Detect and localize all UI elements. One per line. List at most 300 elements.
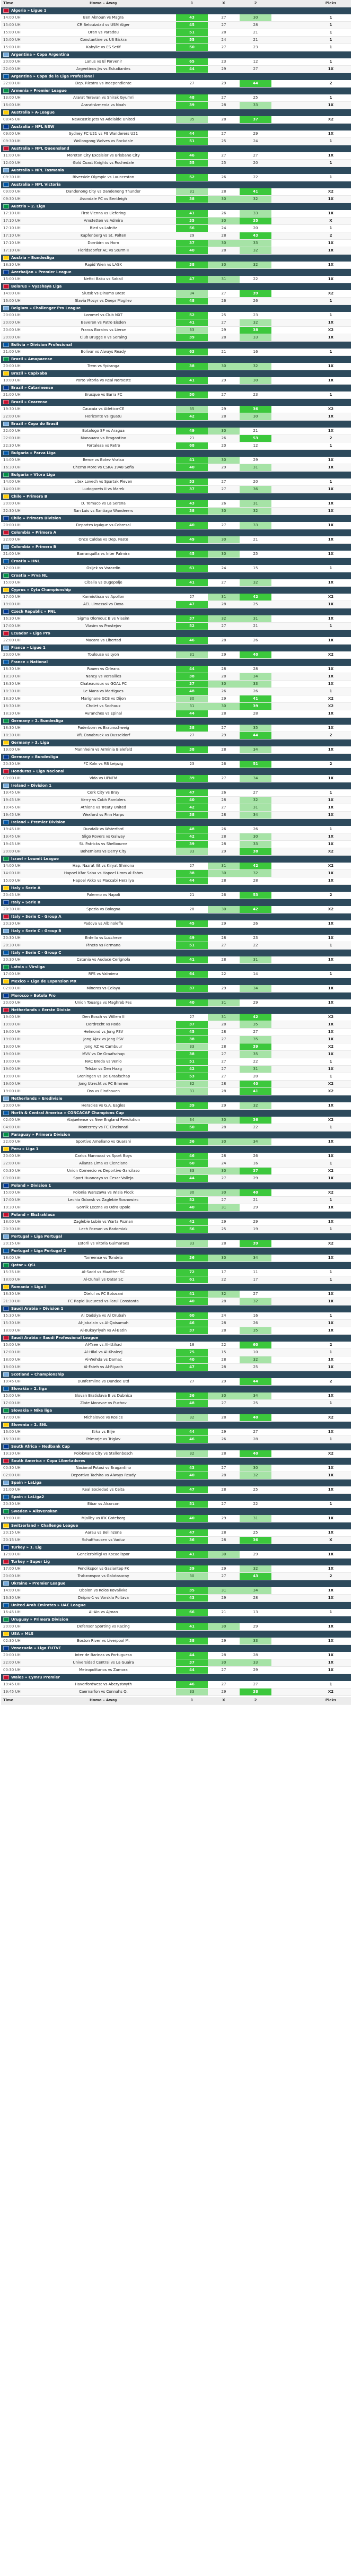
match-row[interactable] <box>1 1276 351 1284</box>
match-row[interactable] <box>1 1515 351 1522</box>
match-teams[interactable]: Dnipro-1 vs Vorskla Poltava <box>78 1596 129 1600</box>
match-row[interactable] <box>1 1036 351 1043</box>
match-row[interactable] <box>1 1378 351 1386</box>
match-row[interactable] <box>1 971 351 978</box>
match-teams[interactable]: Kabylie vs ES Setif <box>86 45 121 49</box>
match-teams[interactable]: Deportes Iquique vs Cobresal <box>76 523 131 527</box>
match-row[interactable] <box>1 710 351 718</box>
match-teams[interactable]: Monterrey vs FC Cincinnati <box>78 1125 129 1129</box>
match-row[interactable] <box>1 413 351 421</box>
match-row[interactable] <box>1 160 351 167</box>
match-teams[interactable]: Caucaia vs Atletico-CE <box>82 407 125 411</box>
match-row[interactable] <box>1 1342 351 1349</box>
match-row[interactable] <box>1 290 351 298</box>
match-row[interactable] <box>1 1356 351 1364</box>
league-header[interactable] <box>1 1508 351 1515</box>
match-row[interactable] <box>1 1058 351 1066</box>
match-teams[interactable]: Barranquilla vs Inter Palmira <box>77 552 130 556</box>
match-teams[interactable]: Mjallby vs IFK Goteborg <box>81 1516 126 1520</box>
match-row[interactable] <box>1 217 351 225</box>
match-row[interactable] <box>1 1226 351 1233</box>
match-row[interactable] <box>1 312 351 319</box>
match-teams[interactable]: Heracles vs G.A. Eagles <box>81 1103 126 1108</box>
league-header[interactable] <box>1 913 351 920</box>
match-row[interactable] <box>1 58 351 66</box>
league-header[interactable] <box>1 255 351 262</box>
match-row[interactable] <box>1 1393 351 1400</box>
match-teams[interactable]: Oran vs Paradou <box>88 30 119 34</box>
match-teams[interactable]: Eibar vs Alcorcon <box>87 1502 120 1506</box>
league-header[interactable] <box>1 950 351 956</box>
match-row[interactable] <box>1 942 351 950</box>
match-row[interactable] <box>1 391 351 399</box>
match-row[interactable] <box>1 428 351 435</box>
league-header[interactable] <box>1 1284 351 1291</box>
match-row[interactable] <box>1 1681 351 1689</box>
league-header[interactable] <box>1 1007 351 1014</box>
match-teams[interactable]: Universidad Central vs La Guaira <box>73 1660 134 1665</box>
match-row[interactable] <box>1 1014 351 1021</box>
match-row[interactable] <box>1 1081 351 1088</box>
match-row[interactable] <box>1 1349 351 1356</box>
match-teams[interactable]: Mannheim vs Arminia Bielefeld <box>74 747 133 752</box>
match-row[interactable] <box>1 1269 351 1276</box>
league-header[interactable] <box>1 1233 351 1240</box>
match-row[interactable] <box>1 681 351 688</box>
match-teams[interactable]: Groningen vs De Graafschap <box>76 1074 130 1078</box>
match-teams[interactable]: Once Caldas vs Dep. Pasto <box>78 537 128 542</box>
match-teams[interactable]: Oss vs Eindhoven <box>87 1089 120 1093</box>
match-teams[interactable]: Nacional Potosi vs Bragantino <box>75 1466 131 1470</box>
match-teams[interactable]: Ludogorets II vs Marek <box>82 487 125 491</box>
league-header[interactable] <box>1 819 351 826</box>
league-header[interactable] <box>1 856 351 863</box>
match-teams[interactable]: Ben Aknoun vs Magra <box>83 15 124 20</box>
league-header[interactable] <box>1 7 351 14</box>
match-row[interactable] <box>1 1073 351 1081</box>
match-row[interactable] <box>1 1465 351 1472</box>
league-header[interactable] <box>1 1335 351 1342</box>
match-row[interactable] <box>1 44 351 51</box>
match-row[interactable] <box>1 1204 351 1212</box>
league-header[interactable] <box>1 399 351 406</box>
match-teams[interactable]: Sportivo Ameliano vs Guarani <box>75 1139 131 1144</box>
league-header[interactable] <box>1 885 351 892</box>
match-teams[interactable]: CR Belouizdad vs USM Alger <box>77 23 130 27</box>
match-row[interactable] <box>1 1472 351 1480</box>
match-teams[interactable]: Al-Fateh vs Al-Riyadh <box>83 1365 124 1369</box>
match-teams[interactable]: Deportivo Tachira vs Always Ready <box>71 1473 136 1477</box>
match-teams[interactable]: Jong Ajax vs Jong PSV <box>83 1037 124 1041</box>
match-row[interactable] <box>1 327 351 334</box>
match-teams[interactable]: D. Temuco vs La Serena <box>81 501 126 506</box>
match-teams[interactable]: Dundalk vs Waterford <box>83 827 124 831</box>
match-row[interactable] <box>1 892 351 899</box>
league-header[interactable] <box>1 1443 351 1450</box>
match-teams[interactable]: Rapid Wien vs LASK <box>85 263 122 267</box>
match-teams[interactable]: Al-Wehda vs Damac <box>85 1357 122 1362</box>
match-teams[interactable]: Newcastle Jets vs Adelaide United <box>72 117 135 121</box>
league-header[interactable] <box>1 899 351 906</box>
league-header[interactable] <box>1 718 351 725</box>
match-row[interactable] <box>1 666 351 673</box>
match-teams[interactable]: Wollongong Wolves vs Rockdale <box>73 139 134 143</box>
league-header[interactable] <box>1 1371 351 1378</box>
match-row[interactable] <box>1 1197 351 1204</box>
match-teams[interactable]: Rouen vs Orleans <box>87 667 120 671</box>
match-teams[interactable]: Chateauroux vs GOAL FC <box>80 682 127 686</box>
match-row[interactable] <box>1 688 351 695</box>
match-teams[interactable]: Lommel vs Club NXT <box>84 313 123 317</box>
match-row[interactable] <box>1 1587 351 1595</box>
match-teams[interactable]: AEL Limassol vs Doxa <box>83 602 124 606</box>
match-teams[interactable]: Metropolitanos vs Zamora <box>79 1668 128 1672</box>
match-row[interactable] <box>1 1124 351 1132</box>
match-row[interactable] <box>1 1117 351 1124</box>
match-row[interactable] <box>1 225 351 232</box>
match-teams[interactable]: Karmiotissa vs Apollon <box>82 595 125 599</box>
match-row[interactable] <box>1 775 351 782</box>
match-row[interactable] <box>1 1486 351 1494</box>
match-teams[interactable]: Floridsdorfer AC vs Sturm II <box>78 248 129 253</box>
match-teams[interactable]: Amstetten vs Admira <box>84 219 123 223</box>
match-teams[interactable]: Ararat Yerevan vs Shirak Gyumri <box>73 95 134 100</box>
match-row[interactable] <box>1 102 351 109</box>
league-header[interactable] <box>1 1674 351 1681</box>
league-header[interactable] <box>1 739 351 746</box>
league-header[interactable] <box>1 283 351 290</box>
match-teams[interactable]: Toulouse vs Lyon <box>87 652 119 657</box>
match-teams[interactable]: FC Rapid Bucuresti vs Farul Constanta <box>68 1299 139 1303</box>
match-teams[interactable]: Polonia Warszawa vs Wisla Plock <box>73 1190 134 1195</box>
league-header[interactable] <box>1 558 351 565</box>
league-header[interactable] <box>1 587 351 594</box>
match-row[interactable] <box>1 298 351 305</box>
match-teams[interactable]: Manauara vs Bragantino <box>81 436 126 440</box>
league-header[interactable] <box>1 450 351 457</box>
match-row[interactable] <box>1 985 351 993</box>
match-row[interactable] <box>1 232 351 240</box>
match-row[interactable] <box>1 457 351 464</box>
match-row[interactable] <box>1 877 351 885</box>
match-row[interactable] <box>1 1573 351 1580</box>
league-header[interactable] <box>1 1407 351 1414</box>
match-row[interactable] <box>1 240 351 247</box>
match-teams[interactable]: Constantine vs US Biskra <box>80 38 127 42</box>
match-teams[interactable]: Jong Utrecht vs FC Emmen <box>78 1082 128 1086</box>
match-teams[interactable]: Neftci Baku vs Sabail <box>84 277 123 281</box>
match-row[interactable] <box>1 1029 351 1036</box>
match-teams[interactable]: Real Sociedad vs Celta <box>82 1487 125 1492</box>
match-teams[interactable]: Litex Lovech vs Spartak Pleven <box>74 480 133 484</box>
league-header[interactable] <box>1 145 351 152</box>
match-row[interactable] <box>1 833 351 841</box>
league-header[interactable] <box>1 1559 351 1565</box>
match-row[interactable] <box>1 1609 351 1616</box>
match-row[interactable] <box>1 66 351 73</box>
match-teams[interactable]: Alajuelense vs New England Revolution <box>67 1118 140 1122</box>
match-row[interactable] <box>1 1189 351 1197</box>
match-row[interactable] <box>1 262 351 269</box>
match-teams[interactable]: Porto Vitoria vs Real Noroeste <box>75 378 131 382</box>
match-teams[interactable]: Aarau vs Bellinzona <box>85 1530 122 1535</box>
match-row[interactable] <box>1 363 351 370</box>
match-teams[interactable]: Zlate Moravce vs Puchov <box>80 1401 127 1405</box>
match-teams[interactable]: Avranches vs Epinal <box>84 711 122 716</box>
match-teams[interactable]: Ried vs Lafnitz <box>90 226 117 230</box>
match-teams[interactable]: Torreense vs Tondela <box>84 1256 123 1260</box>
league-header[interactable] <box>1 356 351 363</box>
match-row[interactable] <box>1 1219 351 1226</box>
match-row[interactable] <box>1 1102 351 1110</box>
match-teams[interactable]: Trabzonspor vs Galatasaray <box>77 1574 129 1578</box>
match-row[interactable] <box>1 349 351 356</box>
match-teams[interactable]: Al-Hilal vs Al-Khaleej <box>84 1350 122 1354</box>
match-teams[interactable]: Kapfenberg vs St. Polten <box>81 233 126 238</box>
match-teams[interactable]: First Vienna vs Liefering <box>81 211 126 215</box>
match-teams[interactable]: Den Bosch vs Willem II <box>82 1015 125 1019</box>
match-teams[interactable]: Carlos Mannucci vs Sport Boys <box>75 1154 132 1158</box>
match-teams[interactable]: Bolivar vs Always Ready <box>81 350 126 354</box>
match-row[interactable] <box>1 1450 351 1458</box>
match-teams[interactable]: Riverside Olympic vs Launceston <box>73 175 134 179</box>
match-row[interactable] <box>1 1595 351 1602</box>
league-header[interactable] <box>1 645 351 651</box>
match-teams[interactable]: Michalovce vs Kosice <box>84 1415 123 1420</box>
league-header[interactable] <box>1 1386 351 1393</box>
match-teams[interactable]: FC Koln vs RB Leipzig <box>83 762 124 766</box>
match-row[interactable] <box>1 594 351 601</box>
match-row[interactable] <box>1 1320 351 1327</box>
match-teams[interactable]: Dordrecht vs Roda <box>86 1022 121 1026</box>
match-row[interactable] <box>1 746 351 754</box>
match-teams[interactable]: Pendikspor vs Gaziantep FK <box>77 1567 129 1571</box>
match-row[interactable] <box>1 377 351 385</box>
match-row[interactable] <box>1 999 351 1007</box>
match-row[interactable] <box>1 1667 351 1674</box>
match-teams[interactable]: Lech Poznan vs Radomiak <box>79 1227 128 1231</box>
match-teams[interactable]: Mineros vs Celaya <box>86 986 120 990</box>
match-row[interactable] <box>1 956 351 964</box>
match-teams[interactable]: Moreton City Excelsior vs Brisbane City <box>67 153 140 158</box>
match-row[interactable] <box>1 1501 351 1508</box>
match-row[interactable] <box>1 1066 351 1073</box>
match-row[interactable] <box>1 725 351 732</box>
match-teams[interactable]: Al-Duhail vs Qatar SC <box>83 1277 124 1282</box>
match-teams[interactable]: Cherno More vs CSKA 1948 Sofia <box>73 465 134 469</box>
match-teams[interactable]: Dornbirn vs Horn <box>87 241 119 245</box>
match-teams[interactable]: Kerry vs Cobh Ramblers <box>81 798 126 802</box>
match-teams[interactable]: Schaffhausen vs Vaduz <box>82 1538 125 1542</box>
match-teams[interactable]: Beveren vs Patro Eisden <box>81 320 126 325</box>
match-teams[interactable]: VfL Osnabruck vs Dusseldorf <box>76 733 130 737</box>
match-teams[interactable]: Palermo vs Napoli <box>86 893 120 897</box>
match-row[interactable] <box>1 37 351 44</box>
match-teams[interactable]: Al-Sadd vs Muaither SC <box>82 1270 125 1274</box>
match-teams[interactable]: Helmond vs Jong PSV <box>83 1030 124 1034</box>
league-header[interactable] <box>1 754 351 761</box>
league-header[interactable] <box>1 1248 351 1255</box>
match-row[interactable] <box>1 637 351 645</box>
match-row[interactable] <box>1 920 351 928</box>
match-teams[interactable]: Sport Huancayo vs Cesar Vallejo <box>73 1176 134 1180</box>
league-header[interactable] <box>1 124 351 130</box>
match-teams[interactable]: Horizonte vs Iguatu <box>85 414 122 419</box>
match-teams[interactable]: Pineto vs Fermana <box>86 943 121 947</box>
match-row[interactable] <box>1 826 351 833</box>
match-row[interactable] <box>1 695 351 703</box>
league-header[interactable] <box>1 1458 351 1465</box>
match-row[interactable] <box>1 130 351 138</box>
match-teams[interactable]: Caernarfon vs Connahs Q. <box>79 1690 128 1694</box>
league-header[interactable] <box>1 529 351 536</box>
match-row[interactable] <box>1 536 351 544</box>
match-teams[interactable]: Catania vs Audace Cerignola <box>76 958 130 962</box>
match-teams[interactable]: St. Patricks vs Shelbourne <box>79 842 128 846</box>
match-row[interactable] <box>1 1298 351 1306</box>
match-row[interactable] <box>1 138 351 145</box>
league-header[interactable] <box>1 928 351 935</box>
match-teams[interactable]: Slutsk vs Dinamo Brest <box>82 291 125 295</box>
league-header[interactable] <box>1 1480 351 1486</box>
league-header[interactable] <box>1 659 351 666</box>
match-row[interactable] <box>1 812 351 819</box>
league-header[interactable] <box>1 782 351 789</box>
league-header[interactable] <box>1 305 351 312</box>
match-row[interactable] <box>1 1291 351 1298</box>
match-row[interactable] <box>1 797 351 804</box>
match-row[interactable] <box>1 1327 351 1335</box>
match-teams[interactable]: Hapoel Akko vs Maccabi Herzliya <box>73 878 134 883</box>
match-row[interactable] <box>1 14 351 22</box>
match-teams[interactable]: Marignane GCB vs Dijon <box>81 697 126 701</box>
match-row[interactable] <box>1 841 351 848</box>
match-row[interactable] <box>1 94 351 102</box>
match-row[interactable] <box>1 1400 351 1407</box>
match-teams[interactable]: Osijek vs Varazdin <box>86 566 120 570</box>
match-teams[interactable]: Argentinos Jrs vs Estudiantes <box>76 67 130 71</box>
league-header[interactable] <box>1 978 351 985</box>
league-header[interactable] <box>1 1182 351 1189</box>
match-teams[interactable]: Spezia vs Bologna <box>86 907 120 911</box>
league-header[interactable] <box>1 1494 351 1501</box>
match-teams[interactable]: Paderborn vs Braunschweig <box>77 726 129 730</box>
match-row[interactable] <box>1 673 351 681</box>
match-row[interactable] <box>1 80 351 88</box>
match-row[interactable] <box>1 1638 351 1645</box>
match-row[interactable] <box>1 1153 351 1160</box>
match-row[interactable] <box>1 651 351 659</box>
match-row[interactable] <box>1 1689 351 1696</box>
match-teams[interactable]: Dep. Riestra vs Independiente <box>75 81 132 85</box>
league-header[interactable] <box>1 472 351 478</box>
match-teams[interactable]: Dandenong City vs Dandenong Thunder <box>66 189 141 194</box>
match-row[interactable] <box>1 732 351 739</box>
match-teams[interactable]: Vlasim vs Prostejov <box>85 624 121 628</box>
match-teams[interactable]: Entella vs Lucchese <box>85 936 122 940</box>
match-teams[interactable]: Slavia Mozyr vs Dnepr Mogilev <box>75 299 132 303</box>
match-row[interactable] <box>1 848 351 856</box>
match-teams[interactable]: Obolon vs Kolos Kovalivka <box>79 1588 128 1592</box>
match-row[interactable] <box>1 1414 351 1422</box>
league-header[interactable] <box>1 515 351 522</box>
match-teams[interactable]: San Luis vs Santiago Wanderers <box>73 509 134 513</box>
match-teams[interactable]: Sligo Rovers vs Galway <box>82 834 125 839</box>
league-header[interactable] <box>1 572 351 579</box>
match-row[interactable] <box>1 1364 351 1371</box>
match-row[interactable] <box>1 703 351 710</box>
match-row[interactable] <box>1 247 351 255</box>
match-teams[interactable]: Al-Taee vs Al-Ittihad <box>85 1343 122 1347</box>
league-header[interactable] <box>1 1631 351 1638</box>
match-row[interactable] <box>1 1138 351 1146</box>
league-header[interactable] <box>1 1645 351 1652</box>
match-row[interactable] <box>1 210 351 217</box>
match-row[interactable] <box>1 906 351 913</box>
match-teams[interactable]: Genclerbirligi vs Kocaelispor <box>77 1552 130 1556</box>
league-header[interactable] <box>1 421 351 428</box>
match-row[interactable] <box>1 196 351 203</box>
match-teams[interactable]: Vida vs UPNFM <box>89 776 118 780</box>
match-row[interactable] <box>1 1175 351 1182</box>
match-teams[interactable]: Haverfordwest vs Aberystwyth <box>75 1682 132 1686</box>
match-teams[interactable]: Lanus vs El Porvenir <box>84 59 122 64</box>
league-header[interactable] <box>1 1522 351 1529</box>
league-header[interactable] <box>1 1602 351 1609</box>
match-teams[interactable]: MVV vs De Graafschap <box>82 1052 125 1056</box>
match-row[interactable] <box>1 188 351 196</box>
league-header[interactable] <box>1 608 351 615</box>
match-teams[interactable]: Club Brugge II vs Seraing <box>80 335 127 340</box>
league-header[interactable] <box>1 1095 351 1102</box>
match-row[interactable] <box>1 406 351 413</box>
league-header[interactable] <box>1 385 351 391</box>
match-row[interactable] <box>1 615 351 623</box>
match-teams[interactable]: Fortaleza vs Retro <box>86 443 120 448</box>
match-teams[interactable]: Alianza Lima vs Cienciano <box>79 1161 128 1165</box>
league-header[interactable] <box>1 51 351 58</box>
match-row[interactable] <box>1 174 351 181</box>
match-row[interactable] <box>1 551 351 558</box>
match-row[interactable] <box>1 761 351 768</box>
match-teams[interactable]: RFS vs Valmiera <box>88 972 119 976</box>
match-row[interactable] <box>1 935 351 942</box>
match-teams[interactable]: Athlone vs Treaty United <box>81 805 126 810</box>
match-row[interactable] <box>1 863 351 870</box>
match-row[interactable] <box>1 478 351 486</box>
match-row[interactable] <box>1 276 351 283</box>
match-row[interactable] <box>1 508 351 515</box>
match-teams[interactable]: Cork City vs Bray <box>87 790 120 795</box>
match-row[interactable] <box>1 29 351 37</box>
match-teams[interactable]: Sigma Olomouc B vs Vlasim <box>77 616 129 621</box>
league-header[interactable] <box>1 1132 351 1138</box>
match-teams[interactable]: NAC Breda vs Venlo <box>85 1059 122 1064</box>
match-row[interactable] <box>1 334 351 342</box>
match-row[interactable] <box>1 464 351 472</box>
match-row[interactable] <box>1 152 351 160</box>
match-row[interactable] <box>1 522 351 529</box>
match-row[interactable] <box>1 319 351 327</box>
match-teams[interactable]: Hap. Nazrat Ilit vs Kiryat Shmona <box>72 864 135 868</box>
match-row[interactable] <box>1 1088 351 1095</box>
match-row[interactable] <box>1 1240 351 1248</box>
match-row[interactable] <box>1 1160 351 1168</box>
match-teams[interactable]: Boston River vs Liverpool M. <box>77 1639 130 1643</box>
league-header[interactable] <box>1 269 351 276</box>
match-teams[interactable]: Slovan Bratislava B vs Dubnica <box>74 1394 133 1398</box>
match-row[interactable] <box>1 22 351 29</box>
